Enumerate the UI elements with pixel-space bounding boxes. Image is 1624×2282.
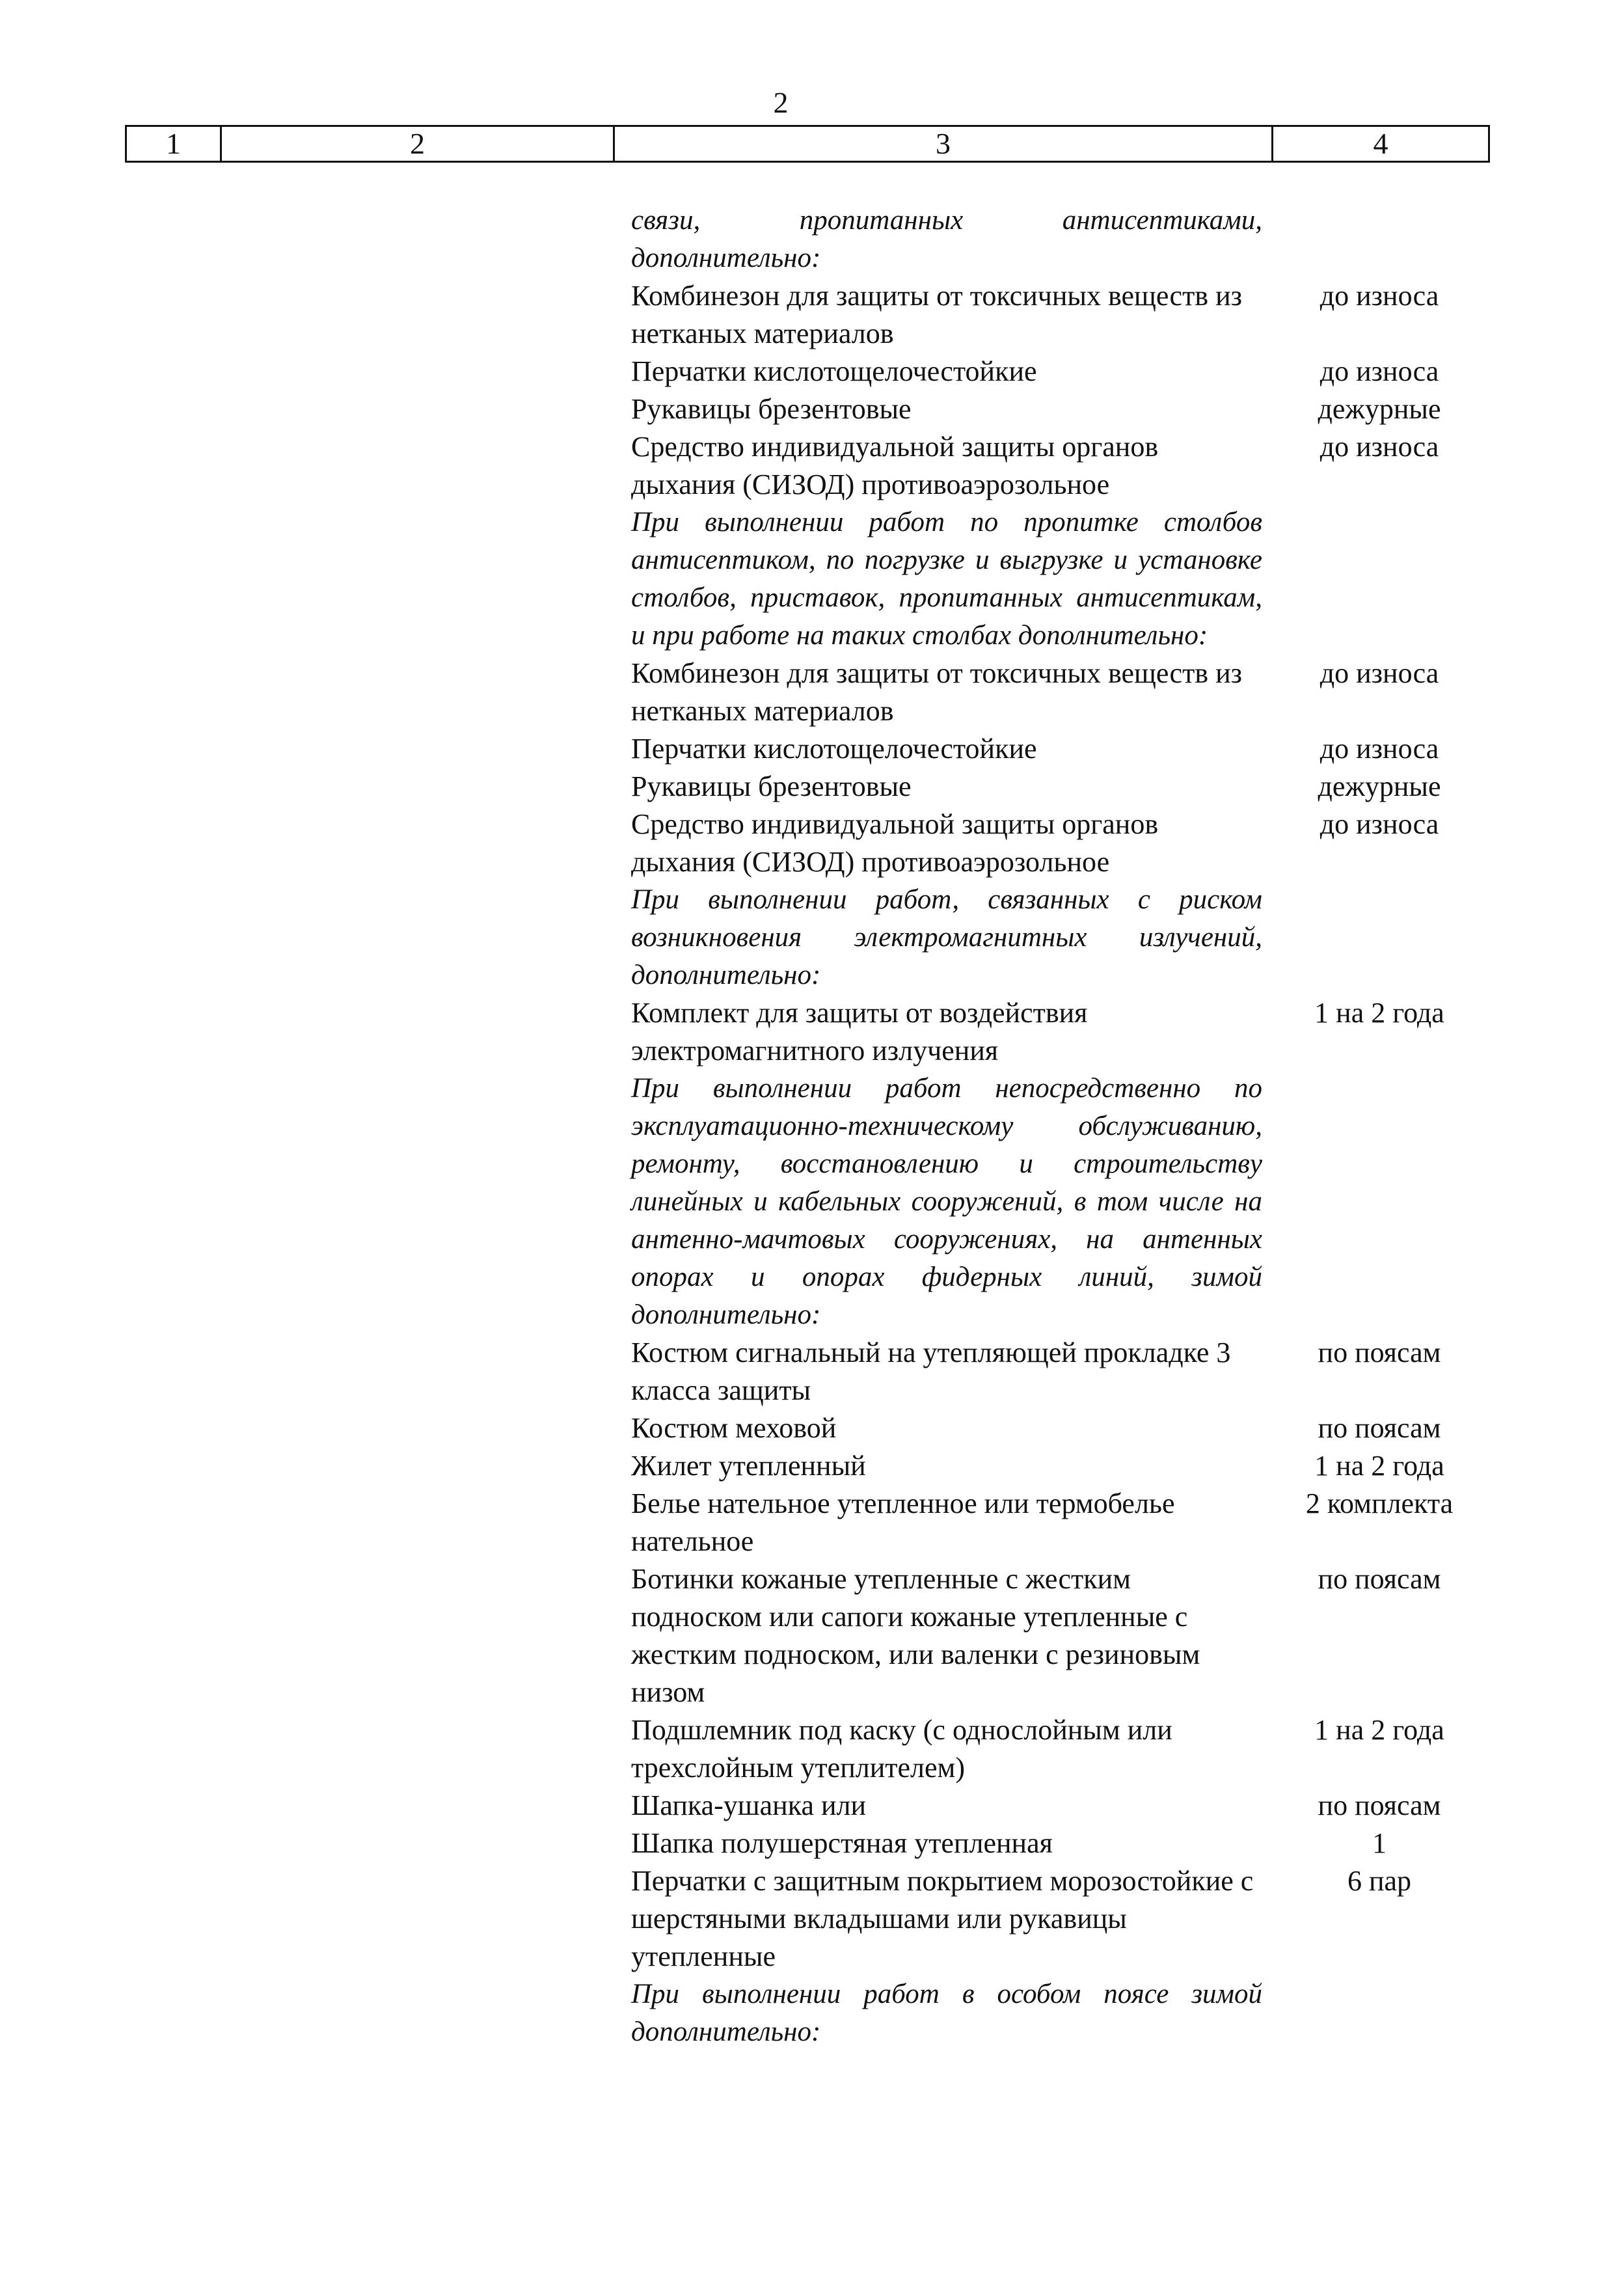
item-row: [631, 428, 1496, 504]
column-header-3: 3: [615, 127, 1273, 161]
item-row: [631, 768, 1496, 806]
item-amount: 2 комплекта: [1305, 1487, 1454, 1519]
section-note: При выполнении работ непосредственно по эксплуатационно-техническому обслуживанию, ремонту, восстановлению и строительству линейных и кабельных сооружений, в том числе на антенно-мачтовых сооружениях, на антенных опорах и опорах фидерных линий, зимой дополнительно:: [631, 1073, 1262, 1330]
item-name: Ботинки кожаные утепленные с жестким подноском или сапоги кожаные утепленные с жестким подноском, или валенки с резиновым низом: [631, 1563, 1200, 1708]
item-row: [631, 1447, 1496, 1485]
item-amount: до износа: [1320, 808, 1439, 840]
item-row: [631, 1409, 1496, 1447]
item-amount: по поясам: [1318, 1412, 1441, 1444]
column-header-2: 2: [222, 127, 615, 161]
item-row: [631, 1560, 1496, 1711]
column-header-1: 1: [127, 127, 222, 161]
item-amount: до износа: [1320, 280, 1439, 312]
item-amount: до износа: [1320, 733, 1439, 765]
section-note: связи, пропитанных антисептиками, дополнительно:: [631, 205, 1262, 273]
table-header-row: [125, 125, 1490, 163]
item-name: Средство индивидуальной защиты органов дыхания (СИЗОД) противоаэрозольное: [631, 808, 1159, 878]
item-amount: до износа: [1320, 431, 1439, 463]
item-amount: дежурные: [1318, 770, 1441, 802]
note-row: [631, 881, 1496, 994]
item-row: [631, 353, 1496, 390]
item-row: [631, 806, 1496, 881]
item-name: Комбинезон для защиты от токсичных веществ из нетканых материалов: [631, 280, 1242, 349]
item-name: Костюм меховой: [631, 1412, 837, 1444]
note-row: [631, 1070, 1496, 1334]
item-row: [631, 1862, 1496, 1976]
table-body: [631, 202, 1496, 2051]
item-amount: дежурные: [1318, 393, 1441, 425]
section-note: При выполнении работ, связанных с риском возникновения электромагнитных излучений, дополнительно:: [631, 884, 1262, 990]
item-name: Средство индивидуальной защиты органов дыхания (СИЗОД) противоаэрозольное: [631, 431, 1159, 500]
item-name: Подшлемник под каску (с однослойным или трехслойным утеплителем): [631, 1714, 1172, 1784]
item-name: Рукавицы брезентовые: [631, 770, 912, 802]
item-name: Перчатки кислотощелочестойкие: [631, 355, 1037, 387]
item-row: [631, 277, 1496, 353]
item-name: Костюм сигнальный на утепляющей прокладке 3 класса защиты: [631, 1337, 1231, 1406]
item-name: Шапка полушерстяная утепленная: [631, 1827, 1053, 1859]
item-row: [631, 730, 1496, 768]
item-row: [631, 1825, 1496, 1862]
item-amount: 1: [1372, 1827, 1387, 1859]
item-name: Шапка-ушанка или: [631, 1789, 867, 1821]
column-header-4: 4: [1373, 127, 1388, 160]
item-name: Жилет утепленный: [631, 1450, 866, 1482]
item-name: Комбинезон для защиты от токсичных веществ из нетканых материалов: [631, 657, 1242, 727]
item-amount: 1 на 2 года: [1314, 1714, 1444, 1746]
item-amount: 6 пар: [1347, 1865, 1412, 1897]
section-note: При выполнении работ в особом поясе зимой дополнительно:: [631, 1979, 1262, 2047]
item-name: Перчатки с защитным покрытием морозостойкие с шерстяными вкладышами или рукавицы утепленные: [631, 1865, 1254, 1972]
item-row: [631, 1787, 1496, 1825]
item-row: [631, 1334, 1496, 1409]
item-name: Перчатки кислотощелочестойкие: [631, 733, 1037, 765]
section-note: При выполнении работ по пропитке столбов антисептиком, по погрузке и выгрузке и установке столбов, приставок, пропитанных антисептикам, и при работе на таких столбах дополнительно:: [631, 507, 1262, 651]
note-row: [631, 1976, 1496, 2051]
item-amount: до износа: [1320, 657, 1439, 689]
item-row: [631, 994, 1496, 1070]
item-name: Белье нательное утепленное или термобелье нательное: [631, 1487, 1175, 1557]
item-row: [631, 1485, 1496, 1560]
page-number: 2: [773, 86, 789, 119]
note-row: [631, 504, 1496, 655]
item-row: [631, 390, 1496, 428]
item-row: [631, 1711, 1496, 1787]
item-amount: до износа: [1320, 355, 1439, 387]
item-amount: по поясам: [1318, 1789, 1441, 1821]
item-amount: по поясам: [1318, 1337, 1441, 1368]
item-amount: 1 на 2 года: [1314, 1450, 1444, 1482]
note-row: [631, 202, 1496, 277]
item-row: [631, 655, 1496, 730]
item-amount: 1 на 2 года: [1314, 997, 1444, 1029]
item-name: Рукавицы брезентовые: [631, 393, 912, 425]
item-amount: по поясам: [1318, 1563, 1441, 1595]
item-name: Комплект для защиты от воздействия электромагнитного излучения: [631, 997, 1088, 1066]
